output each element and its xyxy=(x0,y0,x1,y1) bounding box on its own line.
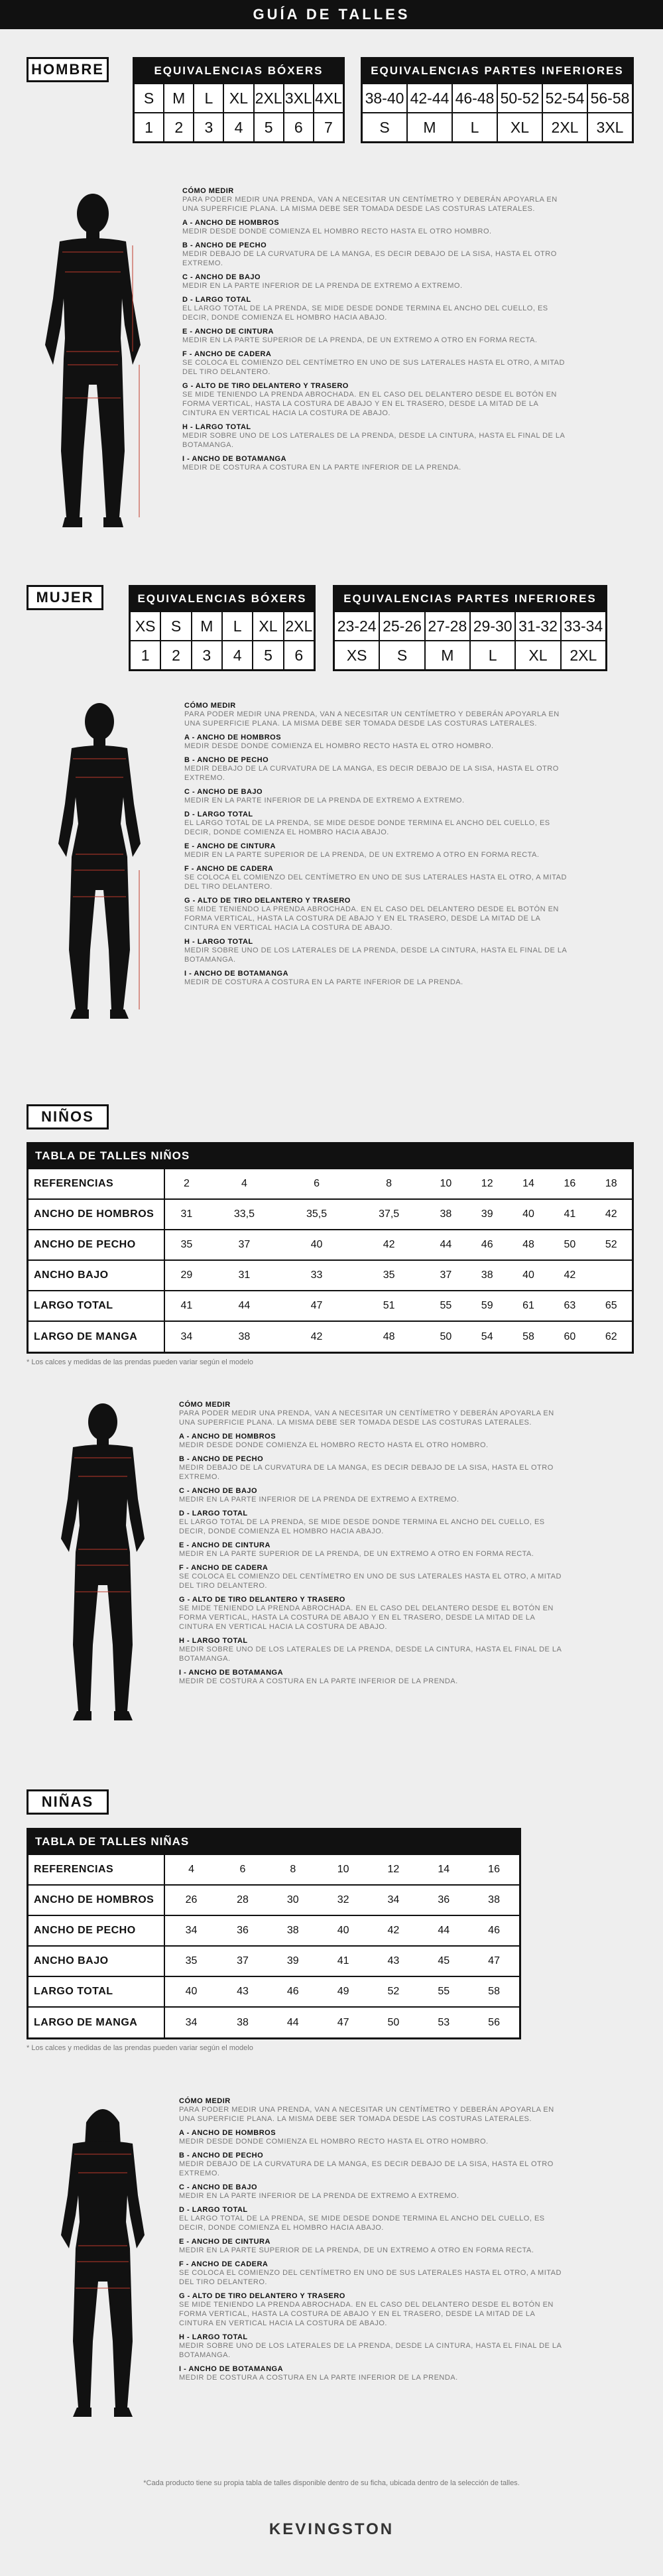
c-text: MEDIR EN LA PARTE INFERIOR DE LA PRENDA DE EXTREMO A EXTREMO. xyxy=(182,282,463,290)
eq-cell: 3 xyxy=(191,640,221,669)
g-text: SE MIDE TENIENDO LA PRENDA ABROCHADA. EN EL CASO DEL DELANTERO DESDE EL BOTÓN EN FORMA VERTICAL, HASTA LA COSTURA DE ABAJO Y EN EL TRASERO, DESDE LA MITAD DE LA CINTURA EN VERTICAL HACIA LA COSTURA DE ABAJO. xyxy=(184,905,559,932)
i-title: I - ANCHO DE BOTAMANGA xyxy=(179,1669,284,1677)
h-text: MEDIR SOBRE UNO DE LOS LATERALES DE LA PRENDA, DESDE LA CINTURA, HASTA EL FINAL DE LA BOTAMANGA. xyxy=(184,946,567,964)
mujer-measure-guide xyxy=(184,702,575,987)
table-cell: 46 xyxy=(268,1976,318,2007)
row-label: LARGO TOTAL xyxy=(29,1291,164,1321)
eq-cell: XL xyxy=(223,83,253,112)
table-cell: 59 xyxy=(467,1291,508,1321)
ninos-note: * Los calces y medidas de las prendas pueden variar según el modelo xyxy=(27,1358,253,1366)
e-title: E - ANCHO DE CINTURA xyxy=(179,2238,271,2246)
h-text: MEDIR SOBRE UNO DE LOS LATERALES DE LA PRENDA, DESDE LA CINTURA, HASTA EL FINAL DE LA BOTAMANGA. xyxy=(179,1645,562,1663)
table-row xyxy=(29,1199,632,1230)
how-title: CÓMO MEDIR xyxy=(179,2097,231,2105)
table-row xyxy=(29,2007,519,2037)
d-text: EL LARGO TOTAL DE LA PRENDA, SE MIDE DESDE DONDE TERMINA EL ANCHO DEL CUELLO, ES DECIR, DONDE COMIENZA EL HOMBRO HACIA ABAJO. xyxy=(179,2215,545,2232)
table-cell: 50 xyxy=(425,1321,466,1352)
table-row xyxy=(29,1321,632,1352)
footer-note: *Cada producto tiene su propia tabla de talles disponible dentro de su ficha, ubicada dentro de la selección de talles. xyxy=(143,2479,520,2487)
table-cell: 46 xyxy=(467,1230,508,1260)
table-cell: 42 xyxy=(549,1260,590,1291)
i-title: I - ANCHO DE BOTAMANGA xyxy=(182,455,287,463)
table-row xyxy=(29,1885,519,1915)
table-cell: 41 xyxy=(164,1291,208,1321)
table-cell: 44 xyxy=(268,2007,318,2037)
table-cell: 6 xyxy=(217,1854,268,1885)
e-text: MEDIR EN LA PARTE SUPERIOR DE LA PRENDA, DE UN EXTREMO A OTRO EN FORMA RECTA. xyxy=(179,1550,534,1558)
row-label: ANCHO BAJO xyxy=(29,1260,164,1291)
f-title: F - ANCHO DE CADERA xyxy=(179,2260,269,2268)
eq-cell: 4 xyxy=(223,112,253,141)
eq-cell: 2 xyxy=(160,640,190,669)
table-cell: 42 xyxy=(369,1915,419,1946)
table-row xyxy=(29,1976,519,2007)
table-cell: 50 xyxy=(549,1230,590,1260)
table-cell: 45 xyxy=(418,1946,469,1976)
hombre-bottoms-table xyxy=(361,57,634,143)
table-cell: 38 xyxy=(425,1199,466,1230)
e-title: E - ANCHO DE CINTURA xyxy=(184,842,276,850)
page-title: GUÍA DE TALLES xyxy=(0,0,663,29)
mujer-boxers-sizes xyxy=(131,611,314,640)
ninas-size-table xyxy=(27,1828,521,2039)
eq-cell: 1 xyxy=(135,112,163,141)
eq-cell: M xyxy=(163,83,193,112)
ninas-measure-guide xyxy=(179,2097,570,2382)
table-cell xyxy=(591,1260,632,1291)
i-text: MEDIR DE COSTURA A COSTURA EN LA PARTE INFERIOR DE LA PRENDA. xyxy=(184,978,463,986)
eq-cell: L xyxy=(221,611,252,640)
eq-cell: 38-40 xyxy=(363,83,406,112)
eq-cell: XL xyxy=(252,611,282,640)
f-text: SE COLOCA EL COMIENZO DEL CENTÍMETRO EN UNO DE SUS LATERALES HASTA EL OTRO, A MITAD DEL TIRO DELANTERO. xyxy=(184,873,567,891)
eq-cell: 31-32 xyxy=(514,611,560,640)
table-cell: 34 xyxy=(164,1915,217,1946)
eq-cell: 7 xyxy=(313,112,343,141)
table-cell: 36 xyxy=(217,1915,268,1946)
hombre-boxers-title: EQUIVALENCIAS BÓXERS xyxy=(135,59,343,83)
how-title: CÓMO MEDIR xyxy=(184,702,236,710)
a-text: MEDIR DESDE DONDE COMIENZA EL HOMBRO RECTO HASTA EL OTRO HOMBRO. xyxy=(179,1441,489,1449)
e-title: E - ANCHO DE CINTURA xyxy=(182,328,274,336)
table-cell: 14 xyxy=(508,1169,549,1199)
table-cell: 41 xyxy=(549,1199,590,1230)
table-cell: 35 xyxy=(353,1260,425,1291)
table-cell: 55 xyxy=(425,1291,466,1321)
d-title: D - LARGO TOTAL xyxy=(179,1510,248,1517)
b-title: B - ANCHO DE PECHO xyxy=(182,241,267,249)
table-cell: 4 xyxy=(164,1854,217,1885)
a-text: MEDIR DESDE DONDE COMIENZA EL HOMBRO RECTO HASTA EL OTRO HOMBRO. xyxy=(182,227,492,235)
eq-cell: 6 xyxy=(283,640,314,669)
b-text: MEDIR DEBAJO DE LA CURVATURA DE LA MANGA, ES DECIR DEBAJO DE LA SISA, HASTA EL OTRO EXTREMO. xyxy=(179,2160,554,2177)
table-cell: 44 xyxy=(418,1915,469,1946)
h-title: H - LARGO TOTAL xyxy=(179,2333,248,2341)
table-cell: 40 xyxy=(508,1260,549,1291)
eq-cell: 5 xyxy=(253,112,283,141)
e-text: MEDIR EN LA PARTE SUPERIOR DE LA PRENDA, DE UN EXTREMO A OTRO EN FORMA RECTA. xyxy=(179,2246,534,2254)
table-cell: 43 xyxy=(217,1976,268,2007)
g-title: G - ALTO DE TIRO DELANTERO Y TRASERO xyxy=(182,382,349,390)
how-title: CÓMO MEDIR xyxy=(179,1401,231,1409)
h-title: H - LARGO TOTAL xyxy=(184,938,253,946)
mujer-bottoms-sizes xyxy=(335,640,605,669)
section-ninos: NIÑOS xyxy=(27,1104,109,1129)
mujer-boxers-nums xyxy=(131,640,314,669)
hombre-bottoms-title: EQUIVALENCIAS PARTES INFERIORES xyxy=(363,59,632,83)
b-text: MEDIR DEBAJO DE LA CURVATURA DE LA MANGA, ES DECIR DEBAJO DE LA SISA, HASTA EL OTRO EXTREMO. xyxy=(184,765,559,782)
eq-cell: 6 xyxy=(283,112,313,141)
h-text: MEDIR SOBRE UNO DE LOS LATERALES DE LA PRENDA, DESDE LA CINTURA, HASTA EL FINAL DE LA BOTAMANGA. xyxy=(179,2342,562,2359)
table-cell: 63 xyxy=(549,1291,590,1321)
eq-cell: L xyxy=(193,83,223,112)
table-cell: 33,5 xyxy=(208,1199,280,1230)
a-title: A - ANCHO DE HOMBROS xyxy=(184,734,282,741)
mujer-bottoms-title: EQUIVALENCIAS PARTES INFERIORES xyxy=(335,587,605,611)
a-text: MEDIR DESDE DONDE COMIENZA EL HOMBRO RECTO HASTA EL OTRO HOMBRO. xyxy=(179,2138,489,2146)
g-title: G - ALTO DE TIRO DELANTERO Y TRASERO xyxy=(179,1596,345,1604)
table-cell: 51 xyxy=(353,1291,425,1321)
i-title: I - ANCHO DE BOTAMANGA xyxy=(179,2365,284,2373)
eq-cell: M xyxy=(191,611,221,640)
eq-cell: 2XL xyxy=(560,640,605,669)
ninos-size-table xyxy=(27,1142,634,1354)
eq-cell: L xyxy=(469,640,514,669)
row-label: ANCHO BAJO xyxy=(29,1946,164,1976)
table-cell: 48 xyxy=(508,1230,549,1260)
g-title: G - ALTO DE TIRO DELANTERO Y TRASERO xyxy=(179,2292,345,2300)
eq-cell: S xyxy=(379,640,424,669)
how-text: PARA PODER MEDIR UNA PRENDA, VAN A NECESITAR UN CENTÍMETRO Y DEBERÁN APOYARLA EN UNA SUPERFICIE PLANA. LA MISMA DEBE SER TOMADA DESDE LAS COSTURAS LATERALES. xyxy=(179,2106,554,2123)
b-title: B - ANCHO DE PECHO xyxy=(184,756,269,764)
ninos-measure-guide xyxy=(179,1401,570,1686)
table-cell: 33 xyxy=(280,1260,353,1291)
how-text: PARA PODER MEDIR UNA PRENDA, VAN A NECESITAR UN CENTÍMETRO Y DEBERÁN APOYARLA EN UNA SUPERFICIE PLANA. LA MISMA DEBE SER TOMADA DESDE LAS COSTURAS LATERALES. xyxy=(184,710,560,728)
table-cell: 34 xyxy=(164,2007,217,2037)
table-cell: 14 xyxy=(418,1854,469,1885)
table-cell: 10 xyxy=(318,1854,369,1885)
mujer-boxers-table xyxy=(129,585,316,671)
row-label: REFERENCIAS xyxy=(29,1854,164,1885)
table-cell: 8 xyxy=(353,1169,425,1199)
table-cell: 40 xyxy=(318,1915,369,1946)
f-text: SE COLOCA EL COMIENZO DEL CENTÍMETRO EN UNO DE SUS LATERALES HASTA EL OTRO, A MITAD DEL TIRO DELANTERO. xyxy=(179,2269,562,2286)
row-label: ANCHO DE HOMBROS xyxy=(29,1885,164,1915)
table-cell: 16 xyxy=(469,1854,519,1885)
table-cell: 12 xyxy=(369,1854,419,1885)
eq-cell: 5 xyxy=(252,640,282,669)
a-title: A - ANCHO DE HOMBROS xyxy=(182,219,280,227)
eq-cell: 3XL xyxy=(587,112,632,141)
eq-cell: 3 xyxy=(193,112,223,141)
table-cell: 18 xyxy=(591,1169,632,1199)
i-text: MEDIR DE COSTURA A COSTURA EN LA PARTE INFERIOR DE LA PRENDA. xyxy=(179,2374,458,2382)
row-label: LARGO DE MANGA xyxy=(29,2007,164,2037)
hombre-figure xyxy=(33,186,152,537)
how-title: CÓMO MEDIR xyxy=(182,187,234,195)
eq-cell: 50-52 xyxy=(497,83,542,112)
table-cell: 50 xyxy=(369,2007,419,2037)
table-cell: 37 xyxy=(208,1230,280,1260)
brand-logo: KEVINGSTON xyxy=(269,2520,394,2538)
eq-cell: M xyxy=(406,112,452,141)
table-cell: 35 xyxy=(164,1946,217,1976)
ninas-figure xyxy=(53,2096,152,2427)
table-cell: 32 xyxy=(318,1885,369,1915)
g-text: SE MIDE TENIENDO LA PRENDA ABROCHADA. EN EL CASO DEL DELANTERO DESDE EL BOTÓN EN FORMA VERTICAL, HASTA LA COSTURA DE ABAJO Y EN EL TRASERO, DESDE LA MITAD DE LA CINTURA EN VERTICAL HACIA LA COSTURA DE ABAJO. xyxy=(179,2301,554,2327)
table-cell: 40 xyxy=(508,1199,549,1230)
table-cell: 31 xyxy=(164,1199,208,1230)
table-cell: 42 xyxy=(591,1199,632,1230)
eq-cell: 1 xyxy=(131,640,160,669)
table-cell: 52 xyxy=(591,1230,632,1260)
table-cell: 58 xyxy=(508,1321,549,1352)
table-cell: 35 xyxy=(164,1230,208,1260)
a-text: MEDIR DESDE DONDE COMIENZA EL HOMBRO RECTO HASTA EL OTRO HOMBRO. xyxy=(184,742,494,750)
table-cell: 56 xyxy=(469,2007,519,2037)
eq-cell: 2XL xyxy=(283,611,314,640)
eq-cell: 29-30 xyxy=(469,611,514,640)
table-cell: 38 xyxy=(467,1260,508,1291)
d-title: D - LARGO TOTAL xyxy=(182,296,251,304)
table-cell: 34 xyxy=(369,1885,419,1915)
table-cell: 47 xyxy=(318,2007,369,2037)
silhouette-ninos xyxy=(61,1403,145,1720)
h-text: MEDIR SOBRE UNO DE LOS LATERALES DE LA PRENDA, DESDE LA CINTURA, HASTA EL FINAL DE LA BOTAMANGA. xyxy=(182,432,565,449)
eq-cell: XL xyxy=(514,640,560,669)
table-cell: 55 xyxy=(418,1976,469,2007)
table-cell: 37,5 xyxy=(353,1199,425,1230)
f-title: F - ANCHO DE CADERA xyxy=(182,350,272,358)
b-title: B - ANCHO DE PECHO xyxy=(179,2152,264,2159)
eq-cell: 46-48 xyxy=(452,83,497,112)
ninos-table-title: TABLA DE TALLES NIÑOS xyxy=(29,1144,632,1168)
table-cell: 60 xyxy=(549,1321,590,1352)
table-cell: 37 xyxy=(217,1946,268,1976)
section-ninas: NIÑAS xyxy=(27,1789,109,1815)
silhouette-mujer xyxy=(58,703,141,1019)
eq-cell: 33-34 xyxy=(560,611,605,640)
hombre-boxers-sizes xyxy=(135,83,343,112)
b-text: MEDIR DEBAJO DE LA CURVATURA DE LA MANGA, ES DECIR DEBAJO DE LA SISA, HASTA EL OTRO EXTREMO. xyxy=(182,250,557,267)
table-cell: 43 xyxy=(369,1946,419,1976)
mujer-bottoms-ranges xyxy=(335,611,605,640)
eq-cell: XL xyxy=(497,112,542,141)
silhouette-hombre xyxy=(45,194,141,527)
f-text: SE COLOCA EL COMIENZO DEL CENTÍMETRO EN UNO DE SUS LATERALES HASTA EL OTRO, A MITAD DEL TIRO DELANTERO. xyxy=(182,359,565,376)
table-row xyxy=(29,1169,632,1199)
row-label: LARGO TOTAL xyxy=(29,1976,164,2007)
table-cell: 8 xyxy=(268,1854,318,1885)
h-title: H - LARGO TOTAL xyxy=(182,423,251,431)
eq-cell: XS xyxy=(131,611,160,640)
c-title: C - ANCHO DE BAJO xyxy=(182,273,261,281)
c-title: C - ANCHO DE BAJO xyxy=(179,2183,258,2191)
table-cell: 28 xyxy=(217,1885,268,1915)
i-text: MEDIR DE COSTURA A COSTURA EN LA PARTE INFERIOR DE LA PRENDA. xyxy=(179,1677,458,1685)
f-title: F - ANCHO DE CADERA xyxy=(184,865,274,873)
row-label: ANCHO DE PECHO xyxy=(29,1915,164,1946)
table-cell: 48 xyxy=(353,1321,425,1352)
mujer-figure xyxy=(46,698,152,1029)
table-row xyxy=(29,1260,632,1291)
table-cell: 26 xyxy=(164,1885,217,1915)
section-mujer: MUJER xyxy=(27,585,103,610)
g-text: SE MIDE TENIENDO LA PRENDA ABROCHADA. EN EL CASO DEL DELANTERO DESDE EL BOTÓN EN FORMA VERTICAL, HASTA LA COSTURA DE ABAJO Y EN EL TRASERO, DESDE LA MITAD DE LA CINTURA EN VERTICAL HACIA LA COSTURA DE ABAJO. xyxy=(179,1604,554,1631)
section-hombre: HOMBRE xyxy=(27,57,109,82)
silhouette-ninas xyxy=(61,2109,145,2417)
table-cell: 30 xyxy=(268,1885,318,1915)
how-text: PARA PODER MEDIR UNA PRENDA, VAN A NECESITAR UN CENTÍMETRO Y DEBERÁN APOYARLA EN UNA SUPERFICIE PLANA. LA MISMA DEBE SER TOMADA DESDE LAS COSTURAS LATERALES. xyxy=(182,196,558,213)
eq-cell: S xyxy=(160,611,190,640)
a-title: A - ANCHO DE HOMBROS xyxy=(179,1433,276,1441)
g-text: SE MIDE TENIENDO LA PRENDA ABROCHADA. EN EL CASO DEL DELANTERO DESDE EL BOTÓN EN FORMA VERTICAL, HASTA LA COSTURA DE ABAJO Y EN EL TRASERO, DESDE LA MITAD DE LA CINTURA EN VERTICAL HACIA LA COSTURA DE ABAJO. xyxy=(182,391,557,417)
hombre-boxers-nums xyxy=(135,112,343,141)
table-cell: 39 xyxy=(268,1946,318,1976)
table-cell: 31 xyxy=(208,1260,280,1291)
eq-cell: 56-58 xyxy=(587,83,632,112)
hombre-measure-guide xyxy=(182,187,573,472)
table-cell: 35,5 xyxy=(280,1199,353,1230)
eq-cell: L xyxy=(452,112,497,141)
table-cell: 44 xyxy=(208,1291,280,1321)
d-text: EL LARGO TOTAL DE LA PRENDA, SE MIDE DESDE DONDE TERMINA EL ANCHO DEL CUELLO, ES DECIR, DONDE COMIENZA EL HOMBRO HACIA ABAJO. xyxy=(184,819,550,836)
d-title: D - LARGO TOTAL xyxy=(184,810,253,818)
f-text: SE COLOCA EL COMIENZO DEL CENTÍMETRO EN UNO DE SUS LATERALES HASTA EL OTRO, A MITAD DEL TIRO DELANTERO. xyxy=(179,1573,562,1590)
table-cell: 41 xyxy=(318,1946,369,1976)
table-cell: 34 xyxy=(164,1321,208,1352)
eq-cell: 4 xyxy=(221,640,252,669)
table-cell: 4 xyxy=(208,1169,280,1199)
table-cell: 62 xyxy=(591,1321,632,1352)
table-cell: 40 xyxy=(280,1230,353,1260)
eq-cell: S xyxy=(363,112,406,141)
ninos-table-grid xyxy=(29,1168,632,1352)
ninas-table-grid xyxy=(29,1854,519,2037)
table-cell: 65 xyxy=(591,1291,632,1321)
table-cell: 29 xyxy=(164,1260,208,1291)
table-cell: 37 xyxy=(425,1260,466,1291)
eq-cell: 2 xyxy=(163,112,193,141)
table-cell: 38 xyxy=(268,1915,318,1946)
e-title: E - ANCHO DE CINTURA xyxy=(179,1541,271,1549)
c-text: MEDIR EN LA PARTE INFERIOR DE LA PRENDA DE EXTREMO A EXTREMO. xyxy=(184,797,465,805)
table-cell: 54 xyxy=(467,1321,508,1352)
ninas-table-title: TABLA DE TALLES NIÑAS xyxy=(29,1830,519,1854)
b-text: MEDIR DEBAJO DE LA CURVATURA DE LA MANGA, ES DECIR DEBAJO DE LA SISA, HASTA EL OTRO EXTREMO. xyxy=(179,1464,554,1481)
d-text: EL LARGO TOTAL DE LA PRENDA, SE MIDE DESDE DONDE TERMINA EL ANCHO DEL CUELLO, ES DECIR, DONDE COMIENZA EL HOMBRO HACIA ABAJO. xyxy=(179,1518,545,1535)
a-title: A - ANCHO DE HOMBROS xyxy=(179,2129,276,2137)
f-title: F - ANCHO DE CADERA xyxy=(179,1564,269,1572)
c-title: C - ANCHO DE BAJO xyxy=(179,1487,258,1495)
hombre-bottoms-sizes xyxy=(363,112,632,141)
table-row xyxy=(29,1854,519,1885)
h-title: H - LARGO TOTAL xyxy=(179,1637,248,1645)
c-text: MEDIR EN LA PARTE INFERIOR DE LA PRENDA DE EXTREMO A EXTREMO. xyxy=(179,2192,459,2200)
b-title: B - ANCHO DE PECHO xyxy=(179,1455,264,1463)
eq-cell: 25-26 xyxy=(379,611,424,640)
table-cell: 44 xyxy=(425,1230,466,1260)
table-cell: 38 xyxy=(469,1885,519,1915)
eq-cell: S xyxy=(135,83,163,112)
row-label: ANCHO DE HOMBROS xyxy=(29,1199,164,1230)
table-cell: 42 xyxy=(280,1321,353,1352)
table-cell: 39 xyxy=(467,1199,508,1230)
ninas-note: * Los calces y medidas de las prendas pueden variar según el modelo xyxy=(27,2044,253,2052)
eq-cell: 2XL xyxy=(253,83,283,112)
eq-cell: 23-24 xyxy=(335,611,379,640)
table-cell: 49 xyxy=(318,1976,369,2007)
table-cell: 38 xyxy=(217,2007,268,2037)
mujer-bottoms-table xyxy=(333,585,607,671)
table-row xyxy=(29,1291,632,1321)
row-label: LARGO DE MANGA xyxy=(29,1321,164,1352)
c-text: MEDIR EN LA PARTE INFERIOR DE LA PRENDA DE EXTREMO A EXTREMO. xyxy=(179,1496,459,1504)
table-row xyxy=(29,1230,632,1260)
table-cell: 2 xyxy=(164,1169,208,1199)
table-cell: 61 xyxy=(508,1291,549,1321)
e-text: MEDIR EN LA PARTE SUPERIOR DE LA PRENDA, DE UN EXTREMO A OTRO EN FORMA RECTA. xyxy=(184,851,540,859)
table-cell: 40 xyxy=(164,1976,217,2007)
table-cell: 52 xyxy=(369,1976,419,2007)
hombre-bottoms-ranges xyxy=(363,83,632,112)
hombre-boxers-table xyxy=(133,57,345,143)
ninos-figure xyxy=(53,1399,152,1731)
i-title: I - ANCHO DE BOTAMANGA xyxy=(184,970,289,978)
i-text: MEDIR DE COSTURA A COSTURA EN LA PARTE INFERIOR DE LA PRENDA. xyxy=(182,464,461,472)
c-title: C - ANCHO DE BAJO xyxy=(184,788,263,796)
mujer-boxers-title: EQUIVALENCIAS BÓXERS xyxy=(131,587,314,611)
table-cell: 47 xyxy=(280,1291,353,1321)
eq-cell: 27-28 xyxy=(424,611,469,640)
d-title: D - LARGO TOTAL xyxy=(179,2206,248,2214)
table-cell: 47 xyxy=(469,1946,519,1976)
table-cell: 46 xyxy=(469,1915,519,1946)
table-cell: 53 xyxy=(418,2007,469,2037)
table-cell: 6 xyxy=(280,1169,353,1199)
row-label: REFERENCIAS xyxy=(29,1169,164,1199)
table-row xyxy=(29,1946,519,1976)
table-cell: 16 xyxy=(549,1169,590,1199)
eq-cell: 42-44 xyxy=(406,83,452,112)
table-cell: 10 xyxy=(425,1169,466,1199)
row-label: ANCHO DE PECHO xyxy=(29,1230,164,1260)
e-text: MEDIR EN LA PARTE SUPERIOR DE LA PRENDA, DE UN EXTREMO A OTRO EN FORMA RECTA. xyxy=(182,336,538,344)
table-row xyxy=(29,1915,519,1946)
table-cell: 58 xyxy=(469,1976,519,2007)
d-text: EL LARGO TOTAL DE LA PRENDA, SE MIDE DESDE DONDE TERMINA EL ANCHO DEL CUELLO, ES DECIR, DONDE COMIENZA EL HOMBRO HACIA ABAJO. xyxy=(182,304,548,322)
table-cell: 42 xyxy=(353,1230,425,1260)
eq-cell: 2XL xyxy=(542,112,587,141)
eq-cell: 4XL xyxy=(313,83,343,112)
table-cell: 36 xyxy=(418,1885,469,1915)
eq-cell: 52-54 xyxy=(542,83,587,112)
table-cell: 12 xyxy=(467,1169,508,1199)
eq-cell: M xyxy=(424,640,469,669)
how-text: PARA PODER MEDIR UNA PRENDA, VAN A NECESITAR UN CENTÍMETRO Y DEBERÁN APOYARLA EN UNA SUPERFICIE PLANA. LA MISMA DEBE SER TOMADA DESDE LAS COSTURAS LATERALES. xyxy=(179,1409,554,1427)
table-cell: 38 xyxy=(208,1321,280,1352)
eq-cell: XS xyxy=(335,640,379,669)
g-title: G - ALTO DE TIRO DELANTERO Y TRASERO xyxy=(184,897,351,905)
eq-cell: 3XL xyxy=(283,83,313,112)
